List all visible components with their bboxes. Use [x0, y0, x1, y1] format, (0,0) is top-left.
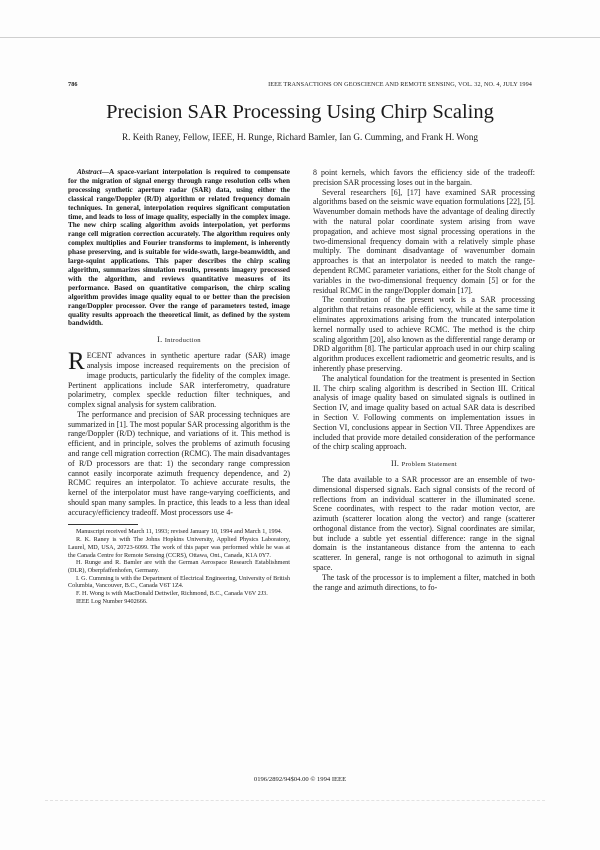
- running-header: [68, 81, 532, 91]
- paragraph-outline: The analytical foundation for the treatment is presented in Section II. The chirp scaling algorithm is described in Section III. Critical analysis of image quality based on simulated signals is outlined in Section IV, and image quality based on actual SAR data is described in Section V. Following comments on implementation issues in Section VI, conclusions appear in Section VII. Three Appendixes are included that provide more detailed consideration of the performance of the chirp scaling approach.: [313, 373, 535, 452]
- copyright-line: 0196/2892/94$04.00 © 1994 IEEE: [253, 776, 347, 783]
- paragraph-researchers: Several researchers [6], [17] have examined SAR processing algorithms based on the seismic wave equation formulations [22], [5]. Wavenumber domain methods have the advantage of dealing directly with the natural polar coordinate system arising from wave propagation, and achieve most signal processing operations in the two-dimensional frequency domain with a relatively simple phase multiply. The dominant disadvantage of wavenumber domain approaches is that an interpolator is needed to match the range-dependent RCMC parameter variations, either for the Stolt change of variables in the two-dimensional frequency domain [5] or for the residual RCMC in the range/Doppler domain [17].: [313, 187, 535, 295]
- page-number: 786: [68, 81, 78, 88]
- footnote-wong: F. H. Wong is with MacDonald Dettwiler, Richmond, B.C., Canada V6V 2J3.: [76, 590, 268, 598]
- footnote-manuscript: Manuscript received March 11, 1993; revised January 10, 1994 and March 1, 1994.: [76, 528, 283, 536]
- abstract: [68, 168, 290, 328]
- paragraph-contribution: The contribution of the present work is a SAR processing algorithm that retains reasonable efficiency, while at the same time it eliminates approximations arising from the truncated interpolation kernel normally used to achieve RCMC. The method is the chirp scaling algorithm [20], also known as the differential range deramp or DRD algorithm [8]. The particular approach used in our chirp scaling algorithm produces excellent radiometric and geometric results, and is inherently phase preserving.: [313, 295, 535, 373]
- section-1-title: Introduction: [164, 337, 201, 345]
- scan-artifact-line: [45, 800, 545, 802]
- intro-paragraph-1: [68, 348, 290, 410]
- section-1-number: I.: [157, 335, 163, 345]
- paragraph-task: The task of the processor is to implement a filter, matched in both the range and azimuth directions, to fo-: [313, 572, 535, 592]
- abstract-text: A space-variant interpolation is required to compensate for the migration of signal energy through range resolution cells when processing synthetic aperture radar (SAR) data, using either the classical range/Doppler (R/D) algorithm or related frequency domain techniques. In general, interpolation requires significant computation time, and leads to loss of image quality, especially in the complex image. The new chirp scaling algorithm avoids interpolation, yet performs range cell migration correction accurately. The algorithm requires only complex multiplies and Fourier transforms to implement, is inherently phase preserving, and is suitable for wide-swath, large-beamwidth, and large-squint applications. This paper describes the chirp scaling algorithm, summarizes simulation results, presents imagery processed with the algorithm, and reviews quantitative measures of its performance. Based on quantitative comparison, the chirp scaling algorithm provides image quality equal to or better than the precision range/Doppler processor. Over the range of parameters tested, image quality results approach the theoretical limit, as defined by the system bandwidth.: [68, 168, 290, 328]
- section-1-heading: [68, 335, 290, 346]
- section-2-number: II.: [390, 459, 400, 469]
- footnotes: [68, 528, 290, 605]
- author-list: R. Keith Raney, Fellow, IEEE, H. Runge, Richard Bamler, Ian G. Cumming, and Frank H. Wong: [121, 132, 479, 142]
- footnote-cumming: I. G. Cumming is with the Department of Electrical Engineering, University of British Columbia, Vancouver, B.C., Canada V6T 1Z4.: [68, 574, 290, 590]
- footnote-log-number: IEEE Log Number 9402666.: [76, 597, 148, 605]
- left-column: [68, 168, 290, 605]
- drop-cap: R: [68, 348, 85, 376]
- paragraph-continued: 8 point kernels, which favors the efficiency side of the tradeoff: precision SAR processing loses out in the bargain.: [313, 168, 535, 187]
- scan-edge-line: [0, 37, 600, 38]
- section-2-title: Problem Statement: [401, 461, 457, 469]
- section-2-heading: [313, 459, 535, 470]
- journal-name: IEEE TRANSACTIONS ON GEOSCIENCE AND REMOTE SENSING, VOL. 32, NO. 4, JULY 1994: [268, 81, 532, 88]
- abstract-lead: Abstract—: [77, 168, 109, 176]
- paragraph-data: The data available to a SAR processor are an ensemble of two-dimensional dispersed signals. Each signal consists of the record of reflections from an individual scatterer in the illuminated scene. Scene coordinates, with respect to the radar motion vector, are azimuth (scatterer location along the vector) and range (scatterer orthogonal distance from the vector). Signal coordinates are similar, but include a subtle yet essential difference: range in the signal domain is the instantaneous distance from the antenna to each scatterer. In general, range is not orthogonal to azimuth in signal space.: [313, 474, 535, 573]
- intro-paragraph-1-text: ECENT advances in synthetic aperture radar (SAR) image analysis impose increased requirements on the precision of image products, particularly the fidelity of the complex image. Pertinent applications include SAR interferometry, quadrature polarimetry, complex speckle reduction filter techniques, and complex signal analysis for system calibration.: [68, 351, 290, 410]
- paper-title: Precision SAR Processing Using Chirp Scaling: [106, 101, 494, 123]
- intro-paragraph-2: The performance and precision of SAR processing techniques are summarized in [1]. The most popular SAR processing algorithm is the range/Doppler (R/D) technique, and variations of it. This method is efficient, and in principle, solves the problems of azimuth focusing and range cell migration correction (RCMC). The main disadvantages of R/D processors are that: 1) the secondary range compression cannot easily incorporate azimuth frequency dependence, and 2) RCMC requires an interpolator. To achieve accurate results, the kernel of the interpolator must have range-varying coefficients, and should span many samples. In practice, this leads to a less than ideal accuracy/efficiency tradeoff. Most processors use 4-: [68, 409, 290, 517]
- footnote-raney: R. K. Raney is with The Johns Hopkins University, Applied Physics Laboratory, Laurel, MD, USA, 20723-6099. The work of this paper was performed while he was at the Canada Centre for Remote Sensing (CCRS), Ottawa, Ont., Canada, K1A 0Y7.: [68, 536, 290, 559]
- footnote-rule: [68, 524, 138, 525]
- right-column: [313, 168, 535, 592]
- footnote-runge-bamler: H. Runge and R. Bamler are with the German Aerospace Research Establishment (DLR), Oberpfaffenhofen, Germany.: [68, 559, 290, 574]
